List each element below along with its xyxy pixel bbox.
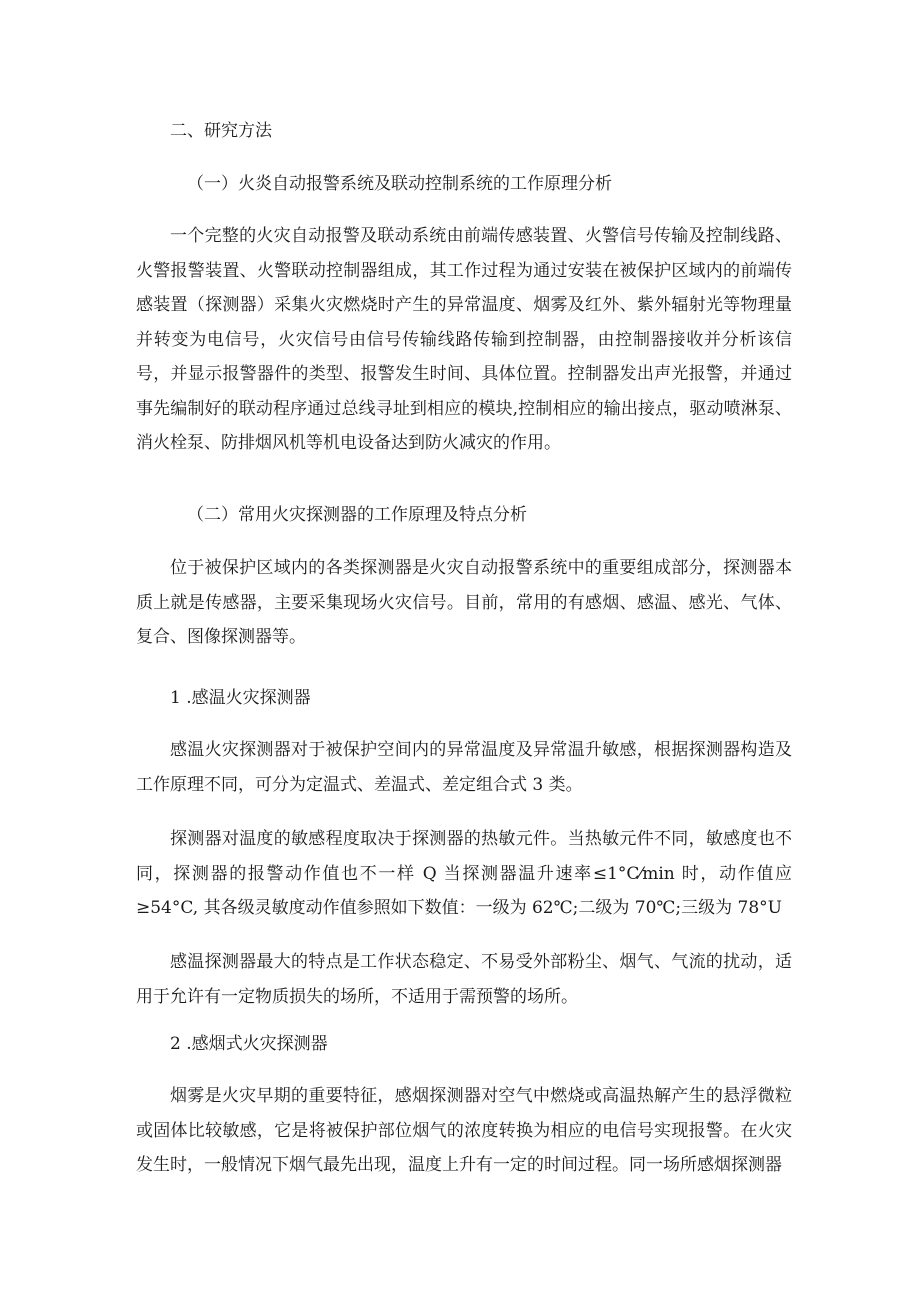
paragraph-smoke-detector: 烟雾是火灾早期的重要特征，感烟探测器对空气中燃烧或高温热解产生的悬浮微粒或固体比较敏感，它是将被保护部位烟气的浓度转换为相应的电信号实现报警。在火灾发生时，一般情况下烟气最先出现，温度上升有一定的时间过程。同一场所感烟探测器	[136, 1086, 792, 1175]
item-heading-heat-detector: 1 .感温火灾探测器	[170, 688, 311, 708]
paragraph-heat-detector-sensitivity: 探测器对温度的敏感程度取决于探测器的热敏元件。当热敏元件不同，敏感度也不同，探测器的报警动作值也不一样 Q 当探测器温升速率≤1°C⁄min 时，动作值应≥54°C, 其各级灵敏度动作值参照如下数值：一级为 62℃;二级为 70℃;三级为 78°U	[136, 829, 792, 918]
paragraph-heat-detector-intro: 感温火灾探测器对于被保护空间内的异常温度及异常温升敏感，根据探测器构造及工作原理不同，可分为定温式、差温式、差定组合式 3 类。	[136, 740, 792, 795]
paragraph-detector-types: 位于被保护区域内的各类探测器是火灾自动报警系统中的重要组成部分，探测器本质上就是传感器，主要采集现场火灾信号。目前，常用的有感烟、感温、感光、气体、复合、图像探测器等。	[136, 558, 792, 647]
sub-heading-working-principle: （一）火炎自动报警系统及联动控制系统的工作原理分析	[187, 174, 612, 194]
section-heading: 二、研究方法	[170, 121, 272, 141]
paragraph-system-overview: 一个完整的火灾自动报警及联动系统由前端传感装置、火警信号传输及控制线路、火警报警装置、火警联动控制器组成，其工作过程为通过安装在被保护区域内的前端传感装置（探测器）采集火灾燃烧时产生的异常温度、烟雾及红外、紫外辐射光等物理量并转变为电信号，火灾信号由信号传输线路传输到控制器，由控制器接收并分析该信号，并显示报警器件的类型、报警发生时间、具体位置。控制器发出声光报警，并通过事先编制好的联动程序通过总线寻址到相应的模块,控制相应的输出接点，驱动喷淋泵、消火栓泵、防排烟风机等机电设备达到防火减灾的作用。	[136, 226, 792, 453]
sub-heading-detector-analysis: （二）常用火灾探测器的工作原理及特点分析	[187, 505, 527, 525]
item-heading-smoke-detector: 2 .感烟式火灾探测器	[170, 1034, 328, 1054]
paragraph-heat-detector-features: 感温探测器最大的特点是工作状态稳定、不易受外部粉尘、烟气、气流的扰动，适用于允许有一定物质损失的场所，不适用于需预警的场所。	[136, 952, 792, 1007]
